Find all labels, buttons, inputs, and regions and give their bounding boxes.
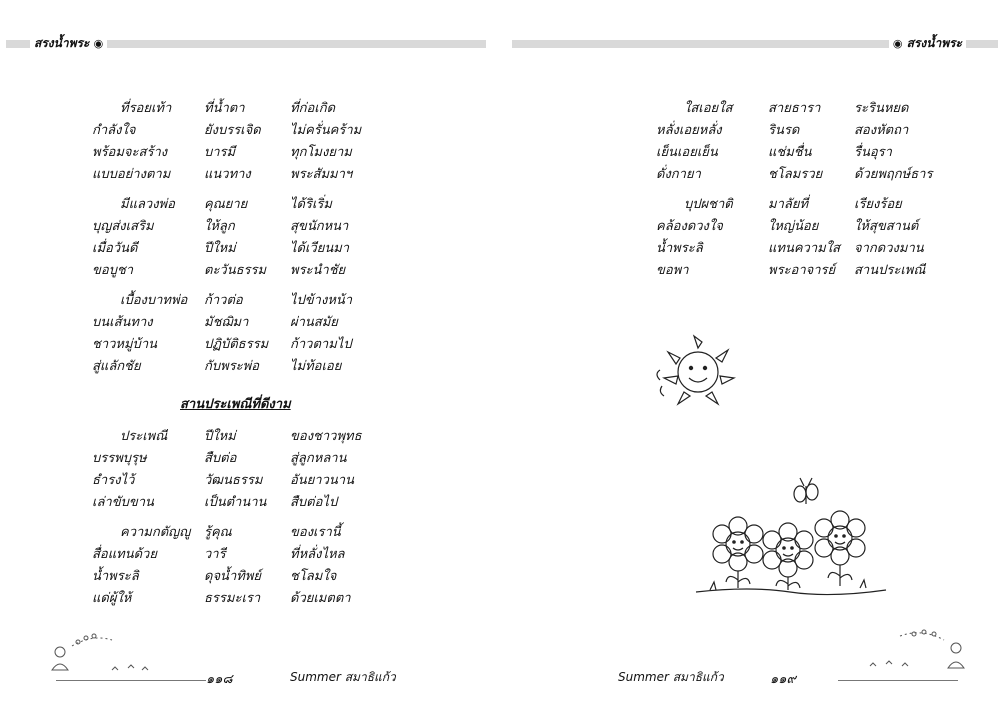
header-title-right: ◉ สรงน้ำพระ [889, 35, 966, 52]
poem-phrase: ก้าวตามไป [290, 337, 352, 352]
poem-line [92, 334, 380, 356]
poem-phrase: ได้ริเริ่ม [290, 197, 332, 212]
poem-phrase: ด้วยเมตตา [290, 591, 351, 606]
poem-phrase: ใสเอยใส [684, 101, 733, 116]
poem-phrase: พระสัมมาฯ [290, 167, 353, 182]
poem-phrase: ปีใหม่ [204, 429, 236, 444]
poem-phrase: ของชาวพุทธ [290, 429, 362, 444]
poem-line [92, 356, 380, 378]
poem-line [92, 522, 380, 544]
poem-phrase: น้ำพระลิ [92, 569, 139, 584]
poem-phrase: คุณยาย [204, 197, 248, 212]
poem-phrase: ดั่งกายา [656, 167, 701, 182]
poem-line [92, 164, 380, 186]
poem-line [92, 260, 380, 282]
poem-phrase: สุขนักหนา [290, 219, 349, 234]
poem-phrase: ชาวหมู่บ้าน [92, 337, 157, 352]
poem-phrase: สื่อแทนด้วย [92, 547, 157, 562]
poem-phrase: รื่นอุรา [854, 145, 892, 160]
poem-phrase: ประเพณี [120, 429, 168, 444]
poem-line [92, 312, 380, 334]
left-poem-part1 [92, 98, 380, 378]
footer-text-right: Summer สมาธิแก้ว [618, 670, 724, 684]
poem-line [656, 194, 944, 216]
poem-phrase: มีแลวงพ่อ [120, 197, 175, 212]
poem-phrase: ให้สุขสานต์ [854, 219, 919, 234]
poem-phrase: พร้อมจะสร้าง [92, 145, 168, 160]
poem-phrase: สองหัตถา [854, 123, 909, 138]
poem-phrase: ตะวันธรรม [204, 263, 267, 278]
poem-line [92, 142, 380, 164]
butterfly-icon [794, 478, 818, 504]
poem-line [92, 216, 380, 238]
poem-phrase: สู่ลูกหลาน [290, 451, 347, 466]
poem-line [92, 120, 380, 142]
page-number-right: ๑๑๙ [770, 672, 797, 687]
poem-phrase: คล้องดวงใจ [656, 219, 723, 234]
flowers-icon [690, 476, 890, 596]
poem-phrase: ขอบูชา [92, 263, 134, 278]
poem-phrase: เล่าขับขาน [92, 495, 154, 510]
poem-phrase: บุปผชาติ [684, 197, 733, 212]
poem-phrase: กำลังใจ [92, 123, 136, 138]
left-poem-part2 [92, 426, 380, 610]
poem-line [656, 98, 944, 120]
meditating-monk-icon [830, 626, 980, 680]
poem-phrase: ที่น้ำตา [204, 101, 245, 116]
poem-phrase: ไปข้างหน้า [290, 293, 353, 308]
poem-line [92, 492, 380, 514]
poem-phrase: พระอาจารย์ [768, 263, 836, 278]
poem-line [656, 120, 944, 142]
poem-phrase: สานประเพณี [854, 263, 926, 278]
poem-phrase: จากดวงมาน [854, 241, 924, 256]
poem-phrase: บรรพบุรุษ [92, 451, 147, 466]
poem-phrase: เบื้องบาทพ่อ [120, 293, 188, 308]
poem-phrase: ปฏิบัติธรรม [204, 337, 269, 352]
poem-phrase: น้ำพระลิ [656, 241, 703, 256]
poem-phrase: สืบต่อไป [290, 495, 338, 510]
poem-phrase: ธรรมะเรา [204, 591, 261, 606]
poem-line [656, 260, 944, 282]
footer-line-left [56, 680, 206, 681]
poem-phrase: รู้คุณ [204, 525, 232, 540]
right-poem [656, 98, 944, 282]
poem-line [92, 566, 380, 588]
poem-phrase: ไม่ท้อเอย [290, 359, 342, 374]
poem-phrase: ได้เวียนมา [290, 241, 350, 256]
poem-phrase: ชโลมใจ [290, 569, 337, 584]
poem-phrase: ระรินหยด [854, 101, 909, 116]
poem-phrase: ดุจน้ำทิพย์ [204, 569, 262, 584]
poem-line [92, 544, 380, 566]
poem-phrase: แด่ผู้ให้ [92, 591, 132, 606]
sun-icon [650, 330, 740, 412]
footer-line-right [838, 680, 958, 681]
poem-phrase: ปีใหม่ [204, 241, 236, 256]
footer-text-left: Summer สมาธิแก้ว [290, 670, 396, 684]
poem-phrase: ไม่ครั่นคร้าม [290, 123, 362, 138]
poem-line [656, 216, 944, 238]
poem-phrase: อันยาวนาน [290, 473, 354, 488]
poem-line [656, 164, 944, 186]
poem-phrase: แบบอย่างตาม [92, 167, 171, 182]
poem-phrase: ทุกโมงยาม [290, 145, 352, 160]
poem-phrase: ที่หลั่งไหล [290, 547, 345, 562]
poem-phrase: ยังบรรเจิด [204, 123, 261, 138]
poem-phrase: ธำรงไว้ [92, 473, 135, 488]
poem-phrase: บุญส่งเสริม [92, 219, 154, 234]
poem-phrase: ด้วยพฤกษ์ธาร [854, 167, 933, 182]
poem-line [656, 238, 944, 260]
poem-phrase: มาลัยที่ [768, 197, 809, 212]
poem-phrase: สู่แลักชัย [92, 359, 141, 374]
poem-phrase: หลั่งเอยหลั่ง [656, 123, 722, 138]
poem-line [92, 194, 380, 216]
poem-line [92, 238, 380, 260]
poem-phrase: สืบต่อ [204, 451, 237, 466]
poem-phrase: สายธารา [768, 101, 821, 116]
page-number-left: ๑๑๘ [206, 672, 233, 687]
poem-line [92, 588, 380, 610]
header-title-left: สรงน้ำพระ ◉ [30, 35, 107, 52]
poem-phrase: ให้ลูก [204, 219, 235, 234]
poem-phrase: แนวทาง [204, 167, 251, 182]
poem-phrase: กับพระพ่อ [204, 359, 260, 374]
poem-phrase: ความกตัญญู [120, 525, 191, 540]
poem-phrase: ผ่านสมัย [290, 315, 338, 330]
poem-phrase: วัฒนธรรม [204, 473, 263, 488]
poem-phrase: เย็นเอยเย็น [656, 145, 718, 160]
section-title: สานประเพณีที่ดีงาม [180, 397, 291, 412]
poem-line [92, 290, 380, 312]
poem-phrase: เรียงร้อย [854, 197, 902, 212]
poem-line [656, 142, 944, 164]
poem-phrase: ที่ก่อเกิด [290, 101, 336, 116]
poem-phrase: วารี [204, 547, 226, 562]
poem-phrase: บนเส้นทาง [92, 315, 153, 330]
poem-phrase: พระนำชัย [290, 263, 346, 278]
poem-phrase: แทนความใส [768, 241, 840, 256]
poem-phrase: ใหญ่น้อย [768, 219, 819, 234]
header-bullet-right: ◉ [892, 37, 903, 50]
poem-line [92, 98, 380, 120]
poem-line [92, 448, 380, 470]
poem-phrase: เมื่อวันดี [92, 241, 138, 256]
header-bullet-left: ◉ [93, 37, 104, 50]
poem-phrase: เป็นตำนาน [204, 495, 267, 510]
poem-phrase: ขอพา [656, 263, 689, 278]
poem-phrase: ริน​รด [768, 123, 800, 138]
poem-phrase: ก้าวต่อ [204, 293, 243, 308]
poem-line [92, 470, 380, 492]
poem-phrase: ของเรานี้ [290, 525, 341, 540]
meditating-monk-icon [42, 630, 192, 682]
poem-phrase: บารมี [204, 145, 236, 160]
poem-phrase: ชโลมรวย [768, 167, 823, 182]
poem-phrase: แช่มชื่น [768, 145, 812, 160]
poem-phrase: มัชฌิมา [204, 315, 249, 330]
poem-line [92, 426, 380, 448]
poem-phrase: ที่รอยเท้า [120, 101, 172, 116]
